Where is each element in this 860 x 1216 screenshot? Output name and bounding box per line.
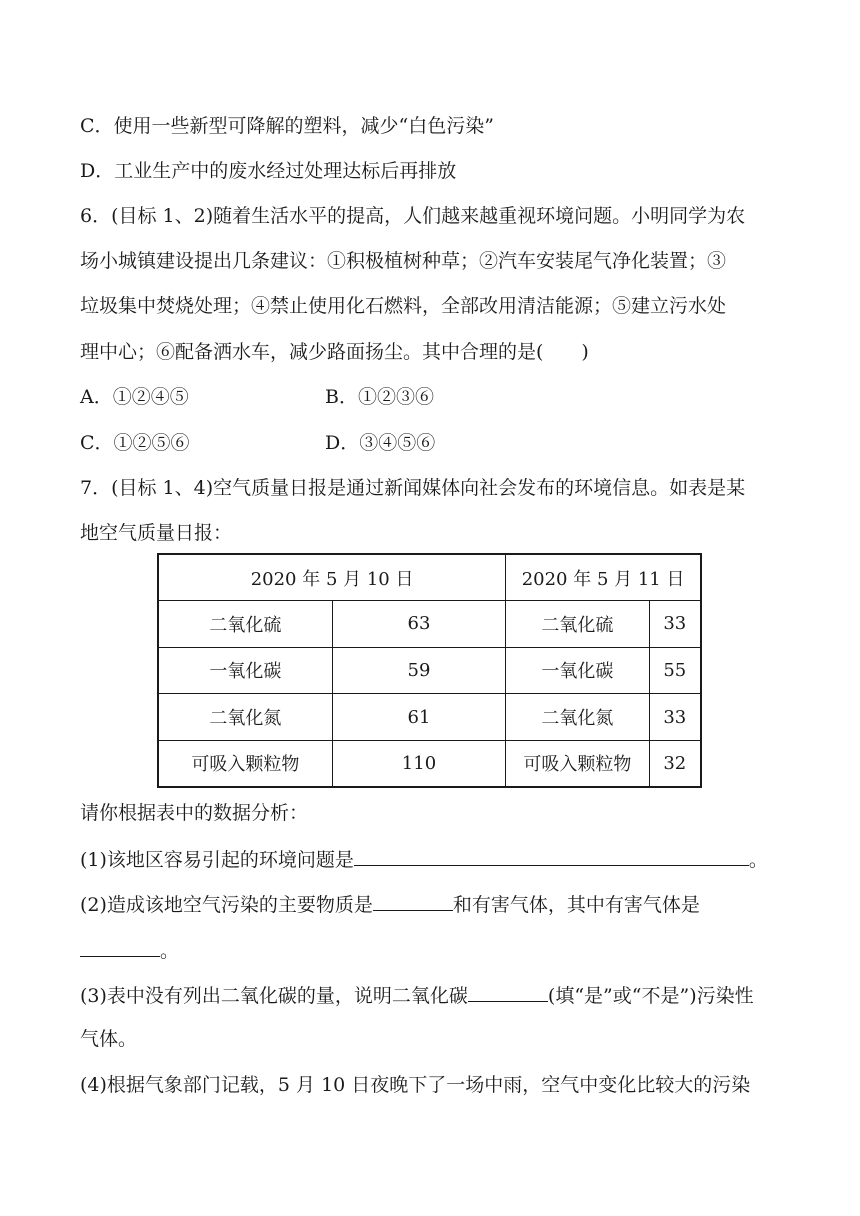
sub2-end: 。 — [160, 940, 180, 962]
pollutant-name: 二氧化硫 — [506, 601, 649, 648]
pollutant-value: 110 — [332, 740, 505, 787]
q7-sub1 — [80, 845, 768, 873]
sub1-end: 。 — [748, 849, 768, 871]
q7-text-line1: 7．(目标 1、4)空气质量日报是通过新闻媒体向社会发布的环境信息。如表是某 — [80, 477, 746, 499]
pollutant-value: 61 — [332, 694, 505, 741]
q6-option-d: D．③④⑤⑥ — [325, 432, 436, 454]
pollutant-name: 一氧化碳 — [158, 647, 332, 694]
pollutant-name: 二氧化硫 — [158, 601, 332, 648]
sub3-text: (3)表中没有列出二氧化碳的量，说明二氧化碳 — [80, 985, 468, 1007]
table-header-date1: 2020 年 5 月 10 日 — [158, 554, 506, 601]
pollutant-value: 33 — [649, 601, 701, 648]
q6-text-line3: 垃圾集中焚烧处理；④禁止使用化石燃料，全部改用清洁能源；⑤建立污水处 — [80, 295, 727, 317]
answer-blank[interactable] — [354, 845, 749, 866]
option-c-prev: C．使用一些新型可降解的塑料，减少“白色污染” — [80, 115, 494, 137]
sub3-after: (填“是”或“不是”)污染性 — [547, 985, 754, 1007]
pollutant-value: 59 — [332, 647, 505, 694]
pollutant-value: 33 — [649, 694, 701, 741]
pollutant-value: 55 — [649, 647, 701, 694]
pollutant-value: 63 — [332, 601, 505, 648]
pollutant-name: 可吸入颗粒物 — [158, 740, 332, 787]
air-quality-table — [157, 553, 702, 788]
q6-text-line2: 场小城镇建设提出几条建议：①积极植树种草；②汽车安装尾气净化装置；③ — [80, 250, 727, 272]
q7-prompt: 请你根据表中的数据分析： — [80, 802, 309, 824]
table-row — [158, 647, 701, 694]
q6-option-a: A．①②④⑤ — [80, 386, 189, 408]
sub2-mid: 和有害气体，其中有害气体是 — [452, 894, 700, 916]
q7-sub3-line2: 气体。 — [80, 1028, 138, 1050]
q7-sub3 — [80, 981, 754, 1009]
option-d-prev: D．工业生产中的废水经过处理达标后再排放 — [80, 160, 457, 182]
pollutant-name: 二氧化氮 — [506, 694, 649, 741]
q6-text-line4: 理中心；⑥配备洒水车，减少路面扬尘。其中合理的是( ) — [80, 341, 589, 363]
table-row — [158, 694, 701, 741]
pollutant-value: 32 — [649, 740, 701, 787]
answer-blank[interactable] — [468, 981, 548, 1002]
sub1-text: (1)该地区容易引起的环境问题是 — [80, 849, 354, 871]
pollutant-name: 二氧化氮 — [158, 694, 332, 741]
q6-text-line1: 6．(目标 1、2)随着生活水平的提高，人们越来越重视环境问题。小明同学为农 — [80, 205, 746, 227]
table-header-row — [158, 554, 701, 601]
q6-option-b: B．①②③⑥ — [325, 386, 434, 408]
sub2-text: (2)造成该地空气污染的主要物质是 — [80, 894, 373, 916]
answer-blank[interactable] — [373, 890, 453, 911]
pollutant-name: 可吸入颗粒物 — [506, 740, 649, 787]
q7-sub2 — [80, 890, 700, 918]
answer-blank[interactable] — [80, 936, 160, 957]
table-row — [158, 601, 701, 648]
q7-sub2-line2 — [80, 936, 179, 964]
table-row — [158, 740, 701, 787]
table-header-date2: 2020 年 5 月 11 日 — [506, 554, 701, 601]
q7-sub4: (4)根据气象部门记载，5 月 10 日夜晚下了一场中雨，空气中变化比较大的污染 — [80, 1074, 751, 1096]
q7-text-line2: 地空气质量日报： — [80, 522, 233, 544]
pollutant-name: 一氧化碳 — [506, 647, 649, 694]
q6-option-c: C．①②⑤⑥ — [80, 432, 190, 454]
